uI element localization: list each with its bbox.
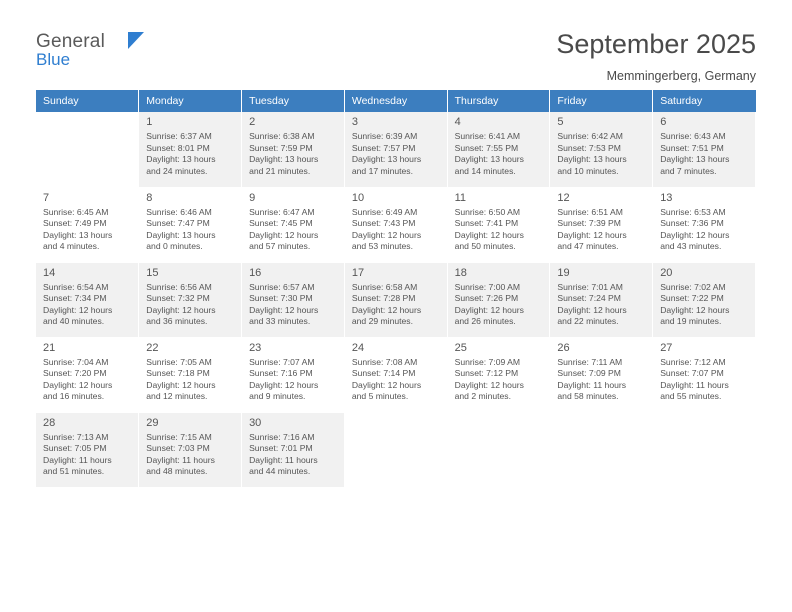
page-subtitle-location: Memmingerberg, Germany <box>606 69 756 83</box>
title-block <box>556 28 756 83</box>
day-number: 27 <box>660 341 673 354</box>
day-number: 14 <box>43 266 56 279</box>
day-info-line: Sunrise: 7:16 AM <box>249 431 315 442</box>
calendar-cell-day <box>242 337 345 412</box>
day-info-line: Sunset: 8:01 PM <box>146 142 210 153</box>
day-sun-info <box>352 131 441 177</box>
day-info-line: Sunrise: 7:13 AM <box>43 431 109 442</box>
weekday-header-saturday: Saturday <box>653 90 756 112</box>
day-info-line: and 58 minutes. <box>557 391 619 402</box>
day-info-line: Daylight: 12 hours <box>660 229 730 240</box>
day-info-line: and 44 minutes. <box>249 466 311 477</box>
logo-text-blue: Blue <box>36 50 71 69</box>
day-number: 15 <box>146 266 159 279</box>
weekday-header-tuesday: Tuesday <box>242 90 345 112</box>
day-info-line: Sunset: 7:07 PM <box>660 368 724 379</box>
day-info-line: and 10 minutes. <box>557 165 619 176</box>
calendar-cell-day <box>139 112 242 187</box>
day-number: 22 <box>146 341 159 354</box>
day-info-line: Daylight: 13 hours <box>660 154 730 165</box>
day-number: 16 <box>249 266 262 279</box>
calendar-cell-day <box>550 187 653 262</box>
day-info-line: Sunrise: 7:12 AM <box>660 356 726 367</box>
day-info-line: and 21 minutes. <box>249 165 311 176</box>
day-info-line: Sunset: 7:45 PM <box>249 218 313 229</box>
day-number: 28 <box>43 416 56 429</box>
day-info-line: Sunset: 7:51 PM <box>660 142 724 153</box>
day-info-line: and 4 minutes. <box>43 241 100 252</box>
day-info-line: and 51 minutes. <box>43 466 105 477</box>
flag-triangle-icon <box>128 32 144 49</box>
day-info-line: and 17 minutes. <box>351 165 413 176</box>
day-info-line: and 53 minutes. <box>351 241 413 252</box>
day-info-line: Daylight: 13 hours <box>557 154 627 165</box>
day-sun-info <box>249 357 338 403</box>
day-info-line: Sunrise: 7:09 AM <box>454 356 521 367</box>
day-info-line: Daylight: 12 hours <box>351 379 422 390</box>
day-sun-info <box>146 131 235 177</box>
day-info-line: and 50 minutes. <box>454 241 516 252</box>
calendar-cell-empty <box>36 112 139 187</box>
day-info-line: and 33 minutes. <box>249 316 311 327</box>
calendar-week-row <box>36 112 756 187</box>
day-info-line: Sunrise: 6:49 AM <box>351 206 418 217</box>
day-info-line: Sunrise: 7:08 AM <box>351 356 418 367</box>
day-info-line: Sunrise: 6:43 AM <box>660 131 726 141</box>
page-title: September 2025 <box>556 29 756 59</box>
day-number: 11 <box>454 191 467 204</box>
day-info-line: and 57 minutes. <box>249 241 311 252</box>
day-number: 29 <box>146 416 159 429</box>
calendar-cell-day <box>36 187 139 262</box>
calendar-cell-empty <box>550 412 653 487</box>
calendar-cell-day <box>242 412 345 487</box>
day-info-line: Sunset: 7:05 PM <box>43 443 107 454</box>
calendar-cell-day <box>447 112 550 187</box>
day-info-line: Daylight: 12 hours <box>351 229 422 240</box>
day-info-line: Sunrise: 7:05 AM <box>146 356 212 367</box>
calendar-cell-day <box>139 412 242 487</box>
day-sun-info <box>43 432 132 478</box>
day-sun-info <box>249 432 338 478</box>
day-info-line: and 40 minutes. <box>43 316 105 327</box>
day-info-line: and 12 minutes. <box>146 391 208 402</box>
day-info-line: Daylight: 12 hours <box>249 379 319 390</box>
day-sun-info <box>249 131 338 177</box>
day-info-line: Sunset: 7:26 PM <box>454 293 519 304</box>
day-number: 25 <box>454 341 467 354</box>
day-info-line: Sunrise: 6:50 AM <box>454 206 521 217</box>
calendar-cell-day <box>242 262 345 337</box>
day-info-line: Sunset: 7:53 PM <box>557 142 621 153</box>
calendar-cell-day <box>344 337 447 412</box>
day-info-line: Sunset: 7:20 PM <box>43 368 107 379</box>
day-number: 17 <box>351 266 365 279</box>
day-sun-info <box>352 357 441 403</box>
day-info-line: Sunset: 7:34 PM <box>43 293 107 304</box>
day-sun-info <box>146 282 235 328</box>
day-sun-info <box>43 282 132 328</box>
calendar-cell-day <box>36 262 139 337</box>
calendar-cell-day <box>242 187 345 262</box>
day-number: 21 <box>43 341 56 354</box>
calendar-cell-day <box>653 262 756 337</box>
calendar-cell-day <box>139 262 242 337</box>
day-info-line: Sunset: 7:09 PM <box>557 368 621 379</box>
calendar-cell-day <box>653 112 756 187</box>
day-number: 9 <box>249 191 256 204</box>
calendar-cell-day <box>139 337 242 412</box>
day-info-line: Sunrise: 6:42 AM <box>557 131 623 141</box>
day-info-line: Daylight: 13 hours <box>146 229 216 240</box>
day-info-line: Daylight: 11 hours <box>43 454 112 465</box>
day-info-line: and 22 minutes. <box>557 316 619 327</box>
calendar-cell-day <box>36 337 139 412</box>
day-info-line: Daylight: 12 hours <box>454 379 524 390</box>
day-info-line: Daylight: 11 hours <box>557 379 627 390</box>
day-info-line: and 14 minutes. <box>454 165 516 176</box>
day-sun-info <box>43 357 132 403</box>
day-info-line: Daylight: 12 hours <box>146 304 216 315</box>
day-info-line: Sunrise: 6:45 AM <box>43 206 109 217</box>
day-info-line: and 5 minutes. <box>351 391 409 402</box>
day-info-line: Daylight: 13 hours <box>146 154 216 165</box>
weekday-header-thursday: Thursday <box>447 90 550 112</box>
day-number: 4 <box>454 116 461 128</box>
weekday-header-friday: Friday <box>550 90 653 112</box>
day-info-line: Daylight: 13 hours <box>249 154 319 165</box>
day-info-line: Sunrise: 6:47 AM <box>249 206 315 217</box>
day-info-line: Sunrise: 6:58 AM <box>351 281 418 292</box>
day-info-line: Daylight: 12 hours <box>43 304 113 315</box>
day-info-line: Daylight: 11 hours <box>146 454 215 465</box>
day-info-line: Daylight: 11 hours <box>660 379 729 390</box>
day-number: 10 <box>351 191 365 204</box>
day-info-line: Sunset: 7:03 PM <box>146 443 210 454</box>
day-sun-info <box>455 207 544 253</box>
day-number: 8 <box>146 191 153 204</box>
day-info-line: Sunset: 7:41 PM <box>454 218 519 229</box>
calendar-cell-day <box>344 112 447 187</box>
day-sun-info <box>557 282 646 328</box>
day-info-line: and 7 minutes. <box>660 165 717 176</box>
day-sun-info <box>352 207 441 253</box>
calendar-cell-day <box>447 262 550 337</box>
day-number: 5 <box>557 116 564 128</box>
day-info-line: and 29 minutes. <box>351 316 413 327</box>
day-info-line: and 43 minutes. <box>660 241 722 252</box>
day-info-line: and 0 minutes. <box>146 241 203 252</box>
day-info-line: and 55 minutes. <box>660 391 722 402</box>
calendar-cell-day <box>344 262 447 337</box>
calendar-week-row <box>36 262 756 337</box>
day-sun-info <box>455 282 544 328</box>
calendar-cell-day <box>550 262 653 337</box>
day-sun-info <box>660 282 749 328</box>
day-number: 26 <box>557 341 570 354</box>
day-info-line: Daylight: 12 hours <box>454 229 524 240</box>
day-sun-info <box>557 207 646 253</box>
day-info-line: Sunrise: 6:57 AM <box>249 281 315 292</box>
day-info-line: Sunset: 7:01 PM <box>249 443 313 454</box>
day-info-line: Sunset: 7:39 PM <box>557 218 621 229</box>
day-info-line: Daylight: 13 hours <box>351 154 422 165</box>
calendar-cell-day <box>653 337 756 412</box>
day-sun-info <box>557 131 646 177</box>
day-info-line: Sunset: 7:55 PM <box>454 142 519 153</box>
day-info-line: Daylight: 11 hours <box>249 454 318 465</box>
page-header <box>0 0 792 83</box>
calendar-cell-day <box>344 187 447 262</box>
calendar-cell-day <box>242 112 345 187</box>
day-number: 3 <box>351 116 358 128</box>
calendar-cell-day <box>36 412 139 487</box>
day-sun-info <box>249 282 338 328</box>
day-info-line: Sunset: 7:18 PM <box>146 368 210 379</box>
calendar-week-row <box>36 412 756 487</box>
day-info-line: Sunset: 7:36 PM <box>660 218 724 229</box>
day-info-line: Sunrise: 7:01 AM <box>557 281 623 292</box>
day-info-line: Sunrise: 7:15 AM <box>146 431 212 442</box>
day-sun-info <box>146 357 235 403</box>
calendar-cell-day <box>447 187 550 262</box>
day-info-line: Sunrise: 6:51 AM <box>557 206 623 217</box>
day-number: 23 <box>249 341 262 354</box>
day-info-line: Daylight: 12 hours <box>43 379 113 390</box>
day-info-line: Sunrise: 7:07 AM <box>249 356 315 367</box>
day-info-line: and 47 minutes. <box>557 241 619 252</box>
day-number: 19 <box>557 266 570 279</box>
day-info-line: Sunset: 7:22 PM <box>660 293 724 304</box>
calendar-cell-day <box>139 187 242 262</box>
calendar-cell-day <box>447 337 550 412</box>
day-number: 13 <box>660 191 673 204</box>
day-info-line: Sunset: 7:49 PM <box>43 218 107 229</box>
day-number: 1 <box>146 116 153 128</box>
day-sun-info <box>455 131 544 177</box>
day-info-line: Sunrise: 7:11 AM <box>557 356 623 367</box>
day-info-line: Daylight: 12 hours <box>351 304 422 315</box>
calendar-table <box>36 90 756 488</box>
calendar-cell-day <box>550 112 653 187</box>
day-info-line: Sunset: 7:30 PM <box>249 293 313 304</box>
day-info-line: Sunrise: 7:00 AM <box>454 281 521 292</box>
day-info-line: Sunrise: 7:04 AM <box>43 356 109 367</box>
calendar-cell-empty <box>653 412 756 487</box>
day-info-line: Daylight: 12 hours <box>249 304 319 315</box>
day-sun-info <box>455 357 544 403</box>
day-info-line: Sunset: 7:24 PM <box>557 293 621 304</box>
day-info-line: and 48 minutes. <box>146 466 208 477</box>
day-info-line: Sunrise: 7:02 AM <box>660 281 726 292</box>
calendar-week-row <box>36 337 756 412</box>
day-info-line: and 16 minutes. <box>43 391 105 402</box>
day-info-line: Sunset: 7:32 PM <box>146 293 210 304</box>
calendar-header-row <box>36 90 756 112</box>
calendar-cell-empty <box>344 412 447 487</box>
day-sun-info <box>146 432 235 478</box>
day-number: 12 <box>557 191 570 204</box>
day-number: 20 <box>660 266 673 279</box>
day-info-line: Sunset: 7:47 PM <box>146 218 210 229</box>
day-info-line: Sunrise: 6:39 AM <box>351 131 418 141</box>
day-number: 6 <box>660 116 667 128</box>
day-info-line: Daylight: 12 hours <box>249 229 319 240</box>
day-info-line: Sunrise: 6:54 AM <box>43 281 109 292</box>
day-info-line: Sunset: 7:59 PM <box>249 142 313 153</box>
calendar-cell-day <box>653 187 756 262</box>
day-info-line: Daylight: 12 hours <box>660 304 730 315</box>
day-info-line: Daylight: 12 hours <box>146 379 216 390</box>
weekday-header-monday: Monday <box>139 90 242 112</box>
day-info-line: Sunrise: 6:46 AM <box>146 206 212 217</box>
day-sun-info <box>660 357 749 403</box>
day-info-line: Sunset: 7:16 PM <box>249 368 313 379</box>
day-sun-info <box>43 207 132 253</box>
calendar-body <box>36 112 756 487</box>
logo-text-general: General <box>36 31 105 52</box>
day-number: 24 <box>351 341 365 354</box>
day-sun-info <box>352 282 441 328</box>
calendar-cell-empty <box>447 412 550 487</box>
day-info-line: and 19 minutes. <box>660 316 722 327</box>
day-info-line: Daylight: 12 hours <box>557 304 627 315</box>
weekday-header-sunday: Sunday <box>36 90 139 112</box>
day-number: 30 <box>249 416 262 429</box>
day-sun-info <box>557 357 646 403</box>
day-info-line: Sunset: 7:57 PM <box>351 142 416 153</box>
day-info-line: Daylight: 13 hours <box>43 229 113 240</box>
day-sun-info <box>660 131 749 177</box>
day-info-line: and 26 minutes. <box>454 316 516 327</box>
day-number: 2 <box>249 116 256 128</box>
day-info-line: and 9 minutes. <box>249 391 306 402</box>
day-info-line: Sunrise: 6:37 AM <box>146 131 212 141</box>
calendar-cell-day <box>550 337 653 412</box>
day-info-line: Sunrise: 6:41 AM <box>454 131 521 141</box>
day-info-line: Sunset: 7:28 PM <box>351 293 416 304</box>
day-number: 18 <box>454 266 467 279</box>
day-info-line: Sunset: 7:14 PM <box>351 368 416 379</box>
weekday-header-wednesday: Wednesday <box>344 90 447 112</box>
day-info-line: and 24 minutes. <box>146 165 208 176</box>
day-info-line: and 2 minutes. <box>454 391 511 402</box>
day-info-line: Daylight: 12 hours <box>454 304 524 315</box>
day-sun-info <box>249 207 338 253</box>
logo <box>36 28 146 69</box>
day-info-line: and 36 minutes. <box>146 316 208 327</box>
day-info-line: Sunrise: 6:53 AM <box>660 206 726 217</box>
day-number: 7 <box>43 191 50 204</box>
day-sun-info <box>146 207 235 253</box>
day-info-line: Daylight: 13 hours <box>454 154 524 165</box>
day-info-line: Sunset: 7:12 PM <box>454 368 519 379</box>
day-info-line: Daylight: 12 hours <box>557 229 627 240</box>
calendar-week-row <box>36 187 756 262</box>
day-info-line: Sunset: 7:43 PM <box>351 218 416 229</box>
day-sun-info <box>660 207 749 253</box>
day-info-line: Sunrise: 6:38 AM <box>249 131 315 141</box>
day-info-line: Sunrise: 6:56 AM <box>146 281 212 292</box>
